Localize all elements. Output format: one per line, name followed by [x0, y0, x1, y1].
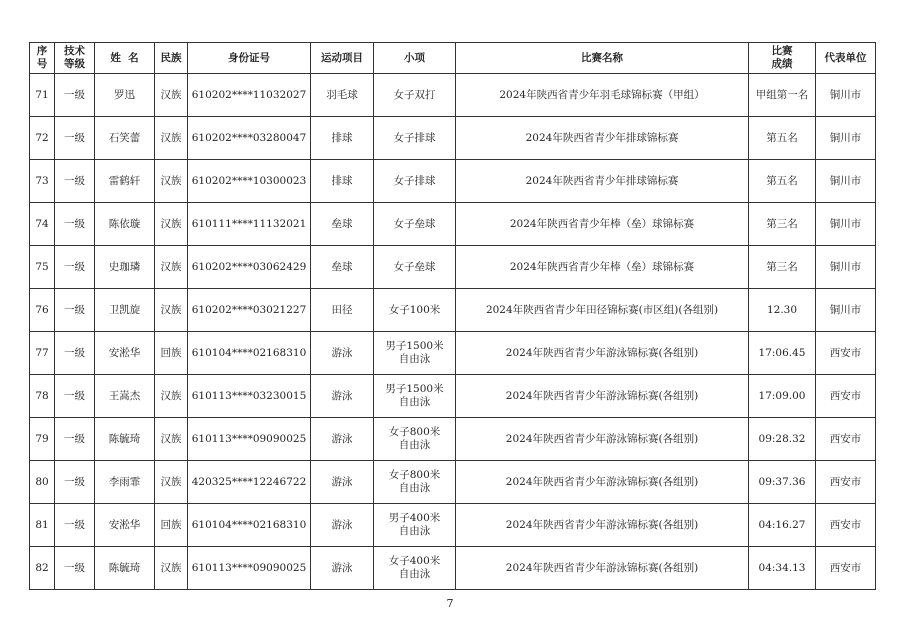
table-row: [30, 74, 876, 117]
cell-result: 第五名: [749, 117, 816, 160]
cell-ethnicity: 汉族: [155, 203, 188, 246]
cell-item: 女子100米: [374, 289, 456, 332]
cell-competition: 2024年陕西省青少年田径锦标赛(市区组)(各组别): [456, 289, 749, 332]
cell-item: 男子1500米 自由泳: [374, 332, 456, 375]
cell-id-number: 610202****10300023: [188, 160, 311, 203]
cell-result: 甲组第一名: [749, 74, 816, 117]
cell-unit: 铜川市: [816, 246, 876, 289]
cell-unit: 西安市: [816, 547, 876, 590]
cell-ethnicity: 回族: [155, 504, 188, 547]
cell-unit: 西安市: [816, 504, 876, 547]
table-row: [30, 160, 876, 203]
header-item: 小项: [374, 43, 456, 74]
header-competition: 比赛名称: [456, 43, 749, 74]
cell-ethnicity: 汉族: [155, 117, 188, 160]
cell-unit: 铜川市: [816, 160, 876, 203]
cell-index: 80: [30, 461, 55, 504]
cell-ethnicity: 汉族: [155, 160, 188, 203]
cell-competition: 2024年陕西省青少年游泳锦标赛(各组别): [456, 375, 749, 418]
table-row: [30, 375, 876, 418]
cell-name: 卫凯旋: [95, 289, 155, 332]
cell-level: 一级: [55, 332, 95, 375]
cell-name: 安淞华: [95, 504, 155, 547]
cell-competition: 2024年陕西省青少年游泳锦标赛(各组别): [456, 504, 749, 547]
cell-index: 76: [30, 289, 55, 332]
table-row: [30, 418, 876, 461]
cell-id-number: 610113****09090025: [188, 418, 311, 461]
cell-ethnicity: 汉族: [155, 418, 188, 461]
header-unit: 代表单位: [816, 43, 876, 74]
cell-sport: 田径: [311, 289, 374, 332]
cell-id-number: 610202****03021227: [188, 289, 311, 332]
cell-result: 17:09.00: [749, 375, 816, 418]
header-ethnicity: 民族: [155, 43, 188, 74]
cell-item: 女子垒球: [374, 246, 456, 289]
cell-result: 09:37.36: [749, 461, 816, 504]
cell-index: 82: [30, 547, 55, 590]
cell-name: 石笑蕾: [95, 117, 155, 160]
cell-name: 陈毓琦: [95, 547, 155, 590]
table-row: [30, 332, 876, 375]
cell-sport: 垒球: [311, 203, 374, 246]
cell-name: 王嵩杰: [95, 375, 155, 418]
cell-competition: 2024年陕西省青少年排球锦标赛: [456, 117, 749, 160]
cell-unit: 西安市: [816, 375, 876, 418]
cell-item: 女子800米 自由泳: [374, 418, 456, 461]
table-header: [30, 43, 876, 74]
cell-index: 72: [30, 117, 55, 160]
cell-result: 第三名: [749, 246, 816, 289]
cell-id-number: 610113****09090025: [188, 547, 311, 590]
page-number: 7: [446, 597, 454, 610]
cell-ethnicity: 回族: [155, 332, 188, 375]
cell-item: 女子排球: [374, 117, 456, 160]
cell-ethnicity: 汉族: [155, 246, 188, 289]
header-id-number: 身份证号: [188, 43, 311, 74]
cell-name: 陈依璇: [95, 203, 155, 246]
cell-unit: 铜川市: [816, 203, 876, 246]
cell-competition: 2024年陕西省青少年羽毛球锦标赛（甲组）: [456, 74, 749, 117]
cell-item: 男子400米 自由泳: [374, 504, 456, 547]
cell-sport: 羽毛球: [311, 74, 374, 117]
cell-competition: 2024年陕西省青少年游泳锦标赛(各组别): [456, 418, 749, 461]
cell-index: 75: [30, 246, 55, 289]
cell-level: 一级: [55, 461, 95, 504]
cell-level: 一级: [55, 375, 95, 418]
cell-index: 79: [30, 418, 55, 461]
cell-unit: 铜川市: [816, 74, 876, 117]
cell-item: 女子双打: [374, 74, 456, 117]
cell-unit: 铜川市: [816, 289, 876, 332]
table-row: [30, 246, 876, 289]
header-index: 序 号: [30, 43, 55, 74]
cell-index: 71: [30, 74, 55, 117]
cell-level: 一级: [55, 203, 95, 246]
cell-id-number: 610113****03230015: [188, 375, 311, 418]
cell-item: 女子垒球: [374, 203, 456, 246]
cell-level: 一级: [55, 504, 95, 547]
cell-item: 男子1500米 自由泳: [374, 375, 456, 418]
cell-level: 一级: [55, 160, 95, 203]
cell-sport: 游泳: [311, 504, 374, 547]
cell-ethnicity: 汉族: [155, 289, 188, 332]
cell-id-number: 610202****03062429: [188, 246, 311, 289]
cell-result: 04:16.27: [749, 504, 816, 547]
table-row: [30, 203, 876, 246]
cell-id-number: 610104****02168310: [188, 332, 311, 375]
cell-sport: 游泳: [311, 547, 374, 590]
cell-level: 一级: [55, 289, 95, 332]
cell-level: 一级: [55, 117, 95, 160]
header-row: [30, 43, 876, 74]
header-name: 姓 名: [95, 43, 155, 74]
cell-index: 73: [30, 160, 55, 203]
cell-ethnicity: 汉族: [155, 547, 188, 590]
cell-sport: 游泳: [311, 375, 374, 418]
cell-level: 一级: [55, 547, 95, 590]
cell-index: 74: [30, 203, 55, 246]
table-body: [30, 74, 876, 590]
cell-id-number: 610104****02168310: [188, 504, 311, 547]
cell-name: 安淞华: [95, 332, 155, 375]
header-sport: 运动项目: [311, 43, 374, 74]
cell-name: 史珈璘: [95, 246, 155, 289]
table-row: [30, 461, 876, 504]
cell-level: 一级: [55, 246, 95, 289]
cell-competition: 2024年陕西省青少年棒（垒）球锦标赛: [456, 246, 749, 289]
cell-id-number: 610111****11132021: [188, 203, 311, 246]
cell-id-number: 420325****12246722: [188, 461, 311, 504]
cell-sport: 游泳: [311, 418, 374, 461]
cell-sport: 游泳: [311, 461, 374, 504]
cell-name: 罗迅: [95, 74, 155, 117]
cell-name: 李雨霏: [95, 461, 155, 504]
cell-sport: 排球: [311, 117, 374, 160]
athlete-table: [29, 42, 876, 590]
cell-result: 17:06.45: [749, 332, 816, 375]
cell-result: 04:34.13: [749, 547, 816, 590]
cell-ethnicity: 汉族: [155, 461, 188, 504]
header-level: 技术 等级: [55, 43, 95, 74]
cell-ethnicity: 汉族: [155, 74, 188, 117]
cell-result: 09:28.32: [749, 418, 816, 461]
cell-index: 77: [30, 332, 55, 375]
cell-unit: 铜川市: [816, 117, 876, 160]
cell-id-number: 610202****11032027: [188, 74, 311, 117]
cell-result: 第五名: [749, 160, 816, 203]
cell-unit: 西安市: [816, 461, 876, 504]
cell-competition: 2024年陕西省青少年排球锦标赛: [456, 160, 749, 203]
cell-index: 78: [30, 375, 55, 418]
cell-unit: 西安市: [816, 418, 876, 461]
cell-item: 女子800米 自由泳: [374, 461, 456, 504]
cell-level: 一级: [55, 74, 95, 117]
cell-competition: 2024年陕西省青少年棒（垒）球锦标赛: [456, 203, 749, 246]
table-row: [30, 289, 876, 332]
cell-name: 陈毓琦: [95, 418, 155, 461]
cell-competition: 2024年陕西省青少年游泳锦标赛(各组别): [456, 461, 749, 504]
header-result: 比赛 成绩: [749, 43, 816, 74]
cell-id-number: 610202****03280047: [188, 117, 311, 160]
table-row: [30, 504, 876, 547]
cell-ethnicity: 汉族: [155, 375, 188, 418]
cell-result: 12.30: [749, 289, 816, 332]
cell-competition: 2024年陕西省青少年游泳锦标赛(各组别): [456, 332, 749, 375]
cell-unit: 西安市: [816, 332, 876, 375]
cell-index: 81: [30, 504, 55, 547]
cell-sport: 排球: [311, 160, 374, 203]
cell-level: 一级: [55, 418, 95, 461]
cell-item: 女子400米 自由泳: [374, 547, 456, 590]
cell-item: 女子排球: [374, 160, 456, 203]
cell-sport: 垒球: [311, 246, 374, 289]
cell-name: 雷鹤轩: [95, 160, 155, 203]
cell-result: 第三名: [749, 203, 816, 246]
table-row: [30, 547, 876, 590]
cell-sport: 游泳: [311, 332, 374, 375]
cell-competition: 2024年陕西省青少年游泳锦标赛(各组别): [456, 547, 749, 590]
table-row: [30, 117, 876, 160]
